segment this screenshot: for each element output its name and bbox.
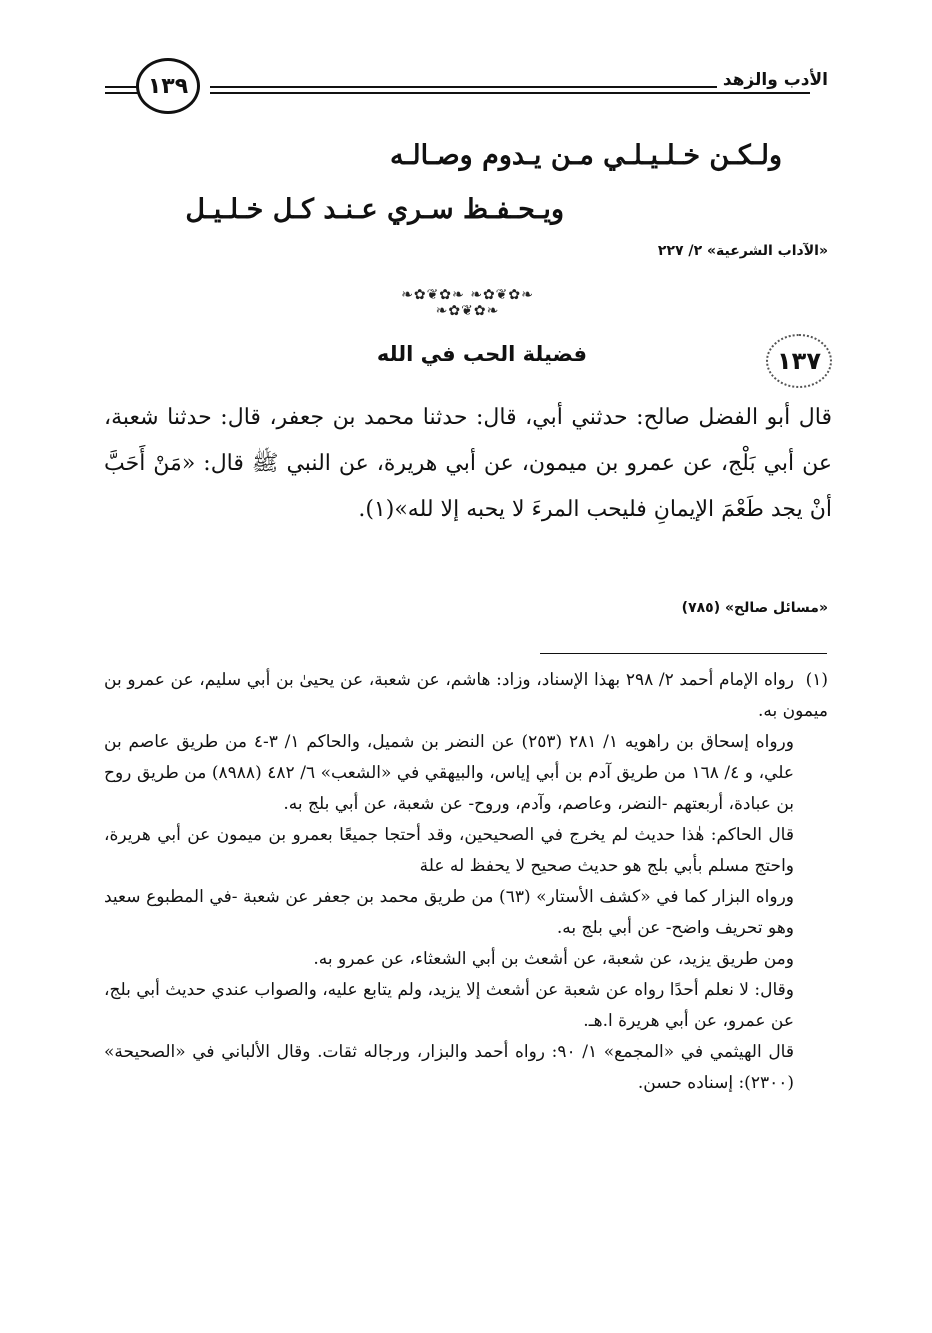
section-title: فضيلة الحب في الله [376, 342, 587, 366]
footnotes [104, 665, 828, 1099]
main-source: «مسائل صالح» (٧٨٥) [681, 600, 828, 616]
footnote-paragraph: ورواه إسحاق بن راهويه ١/ ٢٨١ (٢٥٣) عن النضر بن شميل، والحاكم ١/ ٣-٤ من طريق عاصم بن علي، و ٤/ ١٦٨ من طريق آدم بن أبي إياس، والبيهقي في «الشعب» ٦/ ٤٨٢ (٨٩٨٨) من طريق روح بن عبادة، أربعتهم -النضر، وعاصم، وآدم، وروح- عن شعبة، عن أبي بلج به. [104, 732, 794, 814]
section-number-badge: ١٣٧ [766, 334, 832, 388]
footnote-text: رواه الإمام أحمد ٢/ ٢٩٨ بهذا الإسناد، وزاد: هاشم، عن شعبة، عن يحيىٰ بن أبي سليم، عن عمرو بن ميمون به. [104, 670, 828, 721]
footnote-paragraph [104, 665, 828, 727]
ornament-divider: ❧✿❦✿❧ ❧✿❦✿❧ ❧✿❦✿❧ [401, 287, 534, 319]
page-number: ١٣٩ [136, 58, 200, 114]
footnote-paragraph: وقال: لا نعلم أحدًا رواه عن شعبة عن أشعث إلا يزيد، ولم يتابع عليه، والصواب عندي حديث أبي بلج، عن عمرو، عن أبي هريرة ا.هـ. [104, 980, 794, 1031]
running-title: الأدب والزهد [717, 70, 828, 90]
footnote-paragraph: ورواه البزار كما في «كشف الأستار» (٦٣) من طريق محمد بن جعفر عن شعبة -في المطبوع سعيد وهو تحريف واضح- عن أبي بلج به. [104, 887, 794, 938]
footnote-paragraph: ومن طريق يزيد، عن شعبة، عن أشعث بن أبي الشعثاء، عن عمرو به. [313, 949, 794, 969]
header-rule-right-2 [210, 92, 810, 94]
main-paragraph: قال أبو الفضل صالح: حدثني أبي، قال: حدثنا محمد بن جعفر، قال: حدثنا شعبة، عن أبي بَلْج، عن عمرو بن ميمون، عن أبي هريرة، عن النبي ﷺ قال: «مَنْ أَحَبَّ أنْ يجد طَعْمَ الإيمانِ فليحب المرءَ لا يحبه إلا لله»(١). [104, 405, 832, 522]
poem-verse-1: ولـكـن خـلـيـلـي مـن يـدوم وصـالـه [389, 140, 782, 171]
poem-verse-2: ويـحـفـظ سـري عـنـد كـل خـلـيـل [185, 194, 564, 225]
poem-source: «الآداب الشرعية» ٢/ ٢٢٧ [657, 243, 828, 259]
footnote-number: (١) [805, 670, 828, 690]
footnote-paragraph: قال الحاكم: هٰذا حديث لم يخرج في الصحيحين، وقد أحتجا جميعًا بعمرو بن ميمون عن أبي هريرة، واحتج مسلم بأبي بلج هو حديث صحيح لا يحفظ له علة [104, 825, 794, 876]
footnote-separator [540, 653, 827, 654]
header-rule-left-2 [105, 92, 141, 94]
main-text [104, 395, 832, 533]
footnote-paragraph: قال الهيثمي في «المجمع» ١/ ٩٠: رواه أحمد والبزار، ورجاله ثقات. وقال الألباني في «الصحيحة» (٢٣٠٠): إسناده حسن. [104, 1042, 794, 1093]
